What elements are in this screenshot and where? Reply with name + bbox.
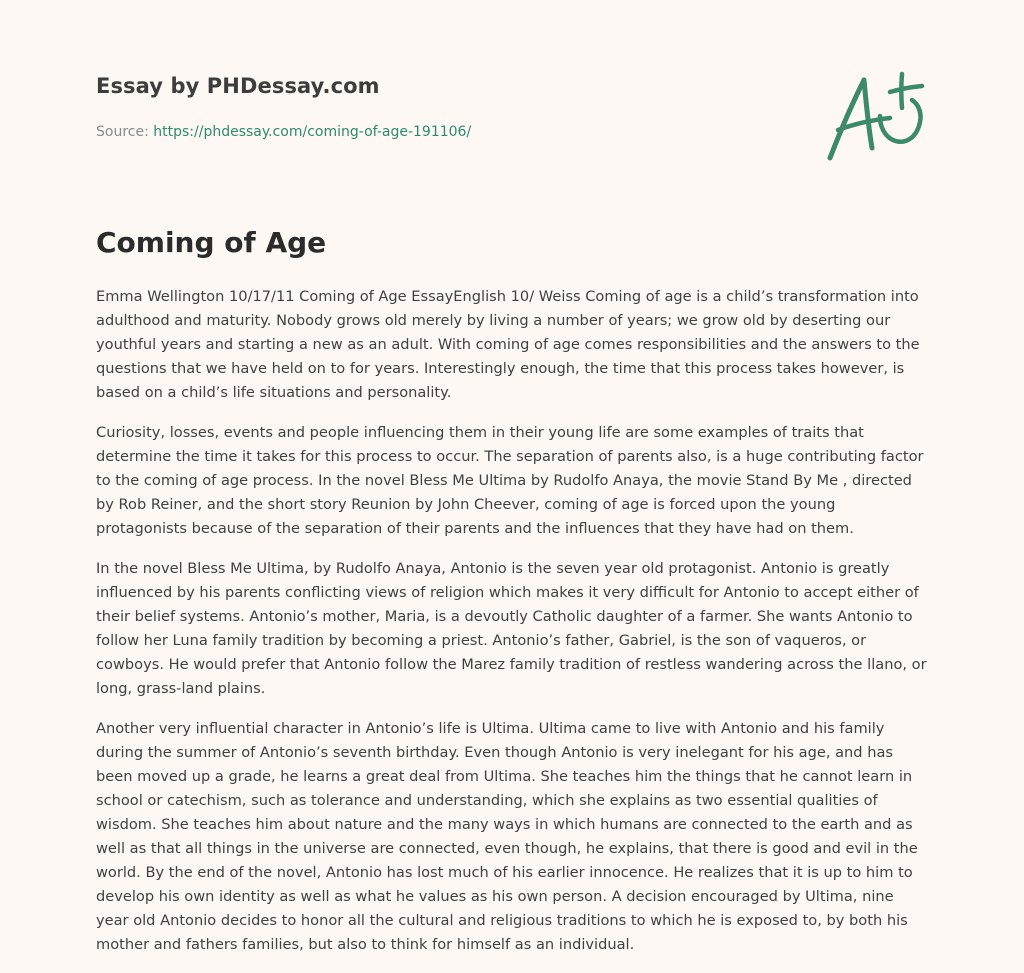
source-line [96,124,471,140]
a-plus-logo-icon [822,66,930,166]
essay-paragraph: Curiosity, losses, events and people influencing them in their young life are some examples of traits that determine the time it takes for this process to occur. The separation of parents also, is a huge contributing factor to the coming of age process. In the novel Bless Me Ultima by Rudolfo Anaya, the movie Stand By Me , directed by Rob Reiner, and the short story Reunion by John Cheever, coming of age is forced upon the young protagonists because of the separation of their parents and the influences that they have had on them. [96,424,924,537]
essay-body [96,285,930,973]
essay-paragraph: In the novel Bless Me Ultima, by Rudolfo Anaya, Antonio is the seven year old protagonist. Antonio is greatly influenced by his parents conflicting views of religion which makes it very difficult for Antonio to accept either of their belief systems. Antonio’s mother, Maria, is a devoutly Catholic daughter of a farmer. She wants Antonio to follow her Luna family tradition by becoming a priest. Antonio’s father, Gabriel, is the son of vaqueros, or cowboys. He would prefer that Antonio follow the Marez family tradition of restless wandering across the llano, or long, grass-land plains. [96,560,927,697]
essay-paragraph: Another very influential character in Antonio’s life is Ultima. Ultima came to live with Antonio and his family during the summer of Antonio’s seventh birthday. Even though Antonio is very inelegant for his age, and has been moved up a grade, he learns a great deal from Ultima. She teaches him the things that he cannot learn in school or catechism, such as tolerance and understanding, which she explains as two essential qualities of wisdom. She teaches him about nature and the many ways in which humans are connected to the earth and as well as that all things in the universe are connected, even though, he explains, that there is good and evil in the world. By the end of the novel, Antonio has lost much of his earlier innocence. He realizes that it is up to him to develop his own identity as well as what he values as his own person. A decision encouraged by Ultima, nine year old Antonio decides to honor all the cultural and religious traditions to which he is exposed to, by both his mother and fathers families, but also to think for himself as an individual. [96,720,918,953]
site-brand: Essay by PHDessay.com [96,74,380,98]
essay-paragraph: Emma Wellington 10/17/11 Coming of Age EssayEnglish 10/ Weiss Coming of age is a child’s transformation into adulthood and maturity. Nobody grows old merely by living a number of years; we grow old by deserting our youthful years and starting a new as an adult. With coming of age comes responsibilities and the answers to the questions that we have held on to for years. Interestingly enough, the time that this process takes however, is based on a child’s life situations and personality. [96,288,920,401]
essay-title: Coming of Age [96,226,327,259]
source-link[interactable]: https://phdessay.com/coming-of-age-191106/ [153,124,472,140]
essay-header [96,74,936,140]
source-label: Source: [96,124,154,140]
